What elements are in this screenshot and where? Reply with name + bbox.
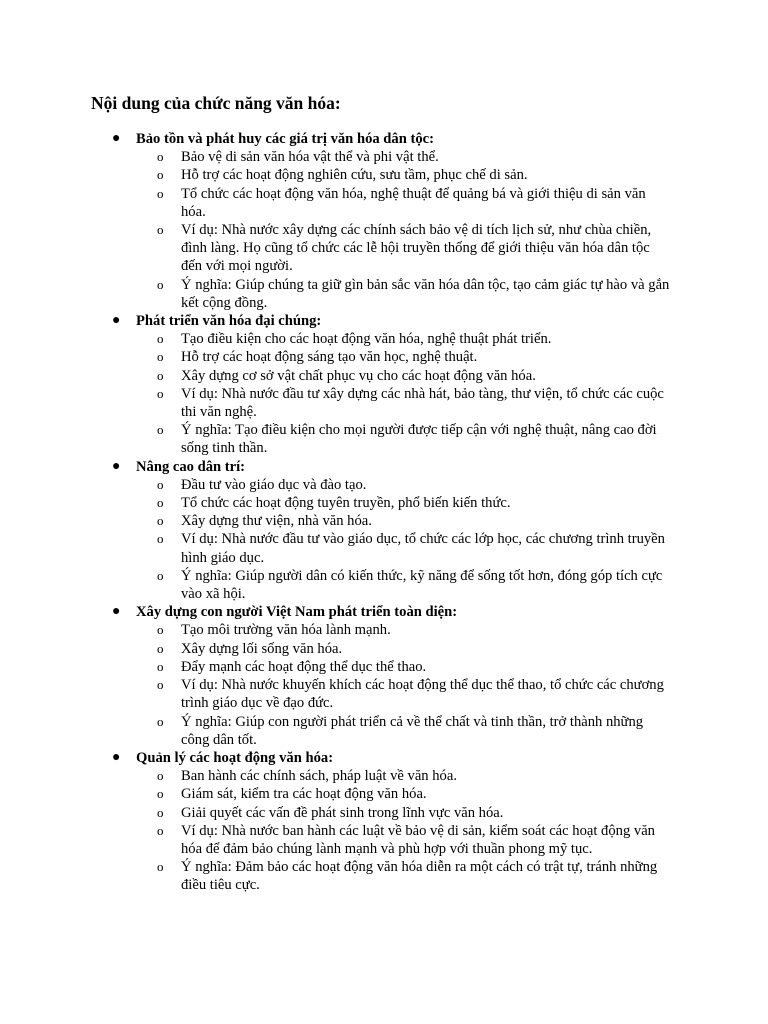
circle-bullet-icon: o: [157, 768, 164, 784]
section-heading: Nâng cao dân trí:: [136, 458, 246, 475]
list-item: [136, 567, 671, 603]
circle-bullet-icon: o: [157, 495, 164, 511]
circle-bullet-icon: o: [157, 567, 164, 583]
circle-bullet-icon: o: [157, 476, 164, 492]
list-item: [136, 276, 671, 312]
list-item-text: Ban hành các chính sách, pháp luật về văn hóa.: [181, 768, 457, 785]
list-item-text: Đầu tư vào giáo dục và đào tạo.: [181, 476, 367, 493]
bullet-dot-icon: ●: [112, 313, 121, 329]
sub-item-list: [136, 148, 768, 312]
bullet-dot-icon: ●: [112, 604, 121, 620]
section-item: [0, 458, 768, 604]
document-title: Nội dung của chức năng văn hóa:: [91, 93, 341, 113]
list-item: [136, 858, 671, 894]
circle-bullet-icon: o: [157, 331, 164, 347]
list-item: [136, 221, 671, 276]
list-item-text: Giám sát, kiểm tra các hoạt động văn hóa.: [181, 786, 427, 803]
bullet-dot-icon: ●: [112, 131, 121, 146]
list-item-text: Tổ chức các hoạt động văn hóa, nghệ thuật để quảng bá và giới thiệu di sản văn hóa.: [181, 185, 646, 220]
circle-bullet-icon: o: [157, 422, 164, 438]
list-item-text: Giải quyết các vấn đề phát sinh trong lĩnh vực văn hóa.: [181, 804, 504, 821]
list-item: [136, 658, 671, 676]
circle-bullet-icon: o: [157, 531, 164, 547]
circle-bullet-icon: o: [157, 385, 164, 401]
list-item: [136, 494, 671, 512]
list-item: [136, 476, 671, 494]
circle-bullet-icon: o: [157, 859, 164, 875]
list-item-text: Ví dụ: Nhà nước đầu tư vào giáo dục, tổ chức các lớp học, các chương trình truyền hình giáo dục.: [181, 531, 665, 566]
circle-bullet-icon: o: [157, 222, 164, 238]
circle-bullet-icon: o: [157, 185, 164, 201]
list-item: [136, 512, 671, 530]
list-item: [136, 148, 671, 166]
list-item-text: Ý nghĩa: Đảm bảo các hoạt động văn hóa diễn ra một cách có trật tự, tránh những điều tiêu cực.: [181, 859, 658, 894]
section-item: [0, 603, 768, 749]
list-item-text: Ví dụ: Nhà nước xây dựng các chính sách bảo vệ di tích lịch sử, như chùa chiền, đình làng. Họ cũng tổ chức các lễ hội truyền thống để giới thiệu văn hóa dân tộc đến với mọi người.: [181, 222, 652, 275]
list-item: [136, 767, 671, 785]
list-item: [136, 822, 671, 858]
section-item: [0, 312, 768, 458]
list-item: [136, 166, 671, 184]
list-item-text: Ví dụ: Nhà nước khuyến khích các hoạt động thể dục thể thao, tổ chức các chương trình giáo dục về đạo đức.: [181, 677, 664, 712]
list-item-text: Ý nghĩa: Tạo điều kiện cho mọi người được tiếp cận với nghệ thuật, nâng cao đời sống tinh thần.: [181, 422, 657, 457]
circle-bullet-icon: o: [157, 786, 164, 802]
section-heading: Phát triển văn hóa đại chúng:: [136, 313, 322, 330]
list-item-text: Tổ chức các hoạt động tuyên truyền, phổ biến kiến thức.: [181, 495, 511, 512]
list-item-text: Xây dựng cơ sở vật chất phục vụ cho các hoạt động văn hóa.: [181, 367, 536, 384]
list-item: [136, 804, 671, 822]
list-item: [136, 185, 671, 221]
circle-bullet-icon: o: [157, 513, 164, 529]
sub-item-list: [136, 330, 768, 457]
list-item-text: Tạo điều kiện cho các hoạt động văn hóa, nghệ thuật phát triển.: [181, 331, 552, 348]
circle-bullet-icon: o: [157, 622, 164, 638]
sub-item-list: [136, 476, 768, 603]
list-item: [136, 348, 671, 366]
list-item: [136, 621, 671, 639]
list-item-text: Ví dụ: Nhà nước ban hành các luật về bảo vệ di sản, kiểm soát các hoạt động văn hóa để đảm bảo chúng lành mạnh và phù hợp với thuần phong mỹ tục.: [181, 822, 655, 857]
circle-bullet-icon: o: [157, 640, 164, 656]
section-item: [0, 749, 768, 895]
list-item: [136, 330, 671, 348]
section-list: [0, 130, 768, 895]
list-item-text: Bảo vệ di sản văn hóa vật thể và phi vật thể.: [181, 149, 439, 166]
bullet-dot-icon: ●: [112, 749, 121, 765]
list-item-text: Tạo môi trường văn hóa lành mạnh.: [181, 622, 391, 639]
list-item-text: Đẩy mạnh các hoạt động thể dục thể thao.: [181, 658, 427, 675]
list-item: [136, 713, 671, 749]
circle-bullet-icon: o: [157, 149, 164, 165]
list-item-text: Ví dụ: Nhà nước đầu tư xây dựng các nhà hát, bảo tàng, thư viện, tổ chức các cuộc thi văn nghệ.: [181, 385, 664, 421]
sub-item-list: [136, 767, 768, 894]
circle-bullet-icon: o: [157, 804, 164, 820]
list-item: [136, 367, 671, 385]
list-item: [136, 421, 671, 457]
section-item: [0, 130, 768, 312]
circle-bullet-icon: o: [157, 276, 164, 292]
circle-bullet-icon: o: [157, 349, 164, 365]
section-heading: Quản lý các hoạt động văn hóa:: [136, 749, 334, 766]
section-heading: Xây dựng con người Việt Nam phát triển toàn diện:: [136, 604, 458, 621]
list-item-text: Ý nghĩa: Giúp người dân có kiến thức, kỹ năng để sống tốt hơn, đóng góp tích cực vào xã hội.: [181, 567, 663, 603]
list-item-text: Hỗ trợ các hoạt động nghiên cứu, sưu tầm, phục chế di sản.: [181, 167, 528, 184]
list-item: [136, 385, 671, 421]
circle-bullet-icon: o: [157, 822, 164, 838]
list-item: [136, 640, 671, 658]
list-item-text: Xây dựng lối sống văn hóa.: [181, 640, 343, 657]
circle-bullet-icon: o: [157, 677, 164, 693]
list-item: [136, 785, 671, 803]
list-item-text: Ý nghĩa: Giúp con người phát triển cả về thể chất và tinh thần, trở thành những công dân tốt.: [181, 713, 644, 748]
bullet-dot-icon: ●: [112, 458, 121, 474]
list-item-text: Hỗ trợ các hoạt động sáng tạo văn học, nghệ thuật.: [181, 349, 478, 366]
circle-bullet-icon: o: [157, 713, 164, 729]
list-item-text: Ý nghĩa: Giúp chúng ta giữ gìn bản sắc văn hóa dân tộc, tạo cảm giác tự hào và gắn kết cộng đồng.: [181, 276, 670, 311]
list-item: [136, 530, 671, 566]
circle-bullet-icon: o: [157, 367, 164, 383]
section-heading: Bảo tồn và phát huy các giá trị văn hóa dân tộc:: [136, 131, 434, 147]
sub-item-list: [136, 621, 768, 748]
circle-bullet-icon: o: [157, 167, 164, 183]
circle-bullet-icon: o: [157, 658, 164, 674]
list-item: [136, 676, 671, 712]
list-item-text: Xây dựng thư viện, nhà văn hóa.: [181, 513, 372, 530]
